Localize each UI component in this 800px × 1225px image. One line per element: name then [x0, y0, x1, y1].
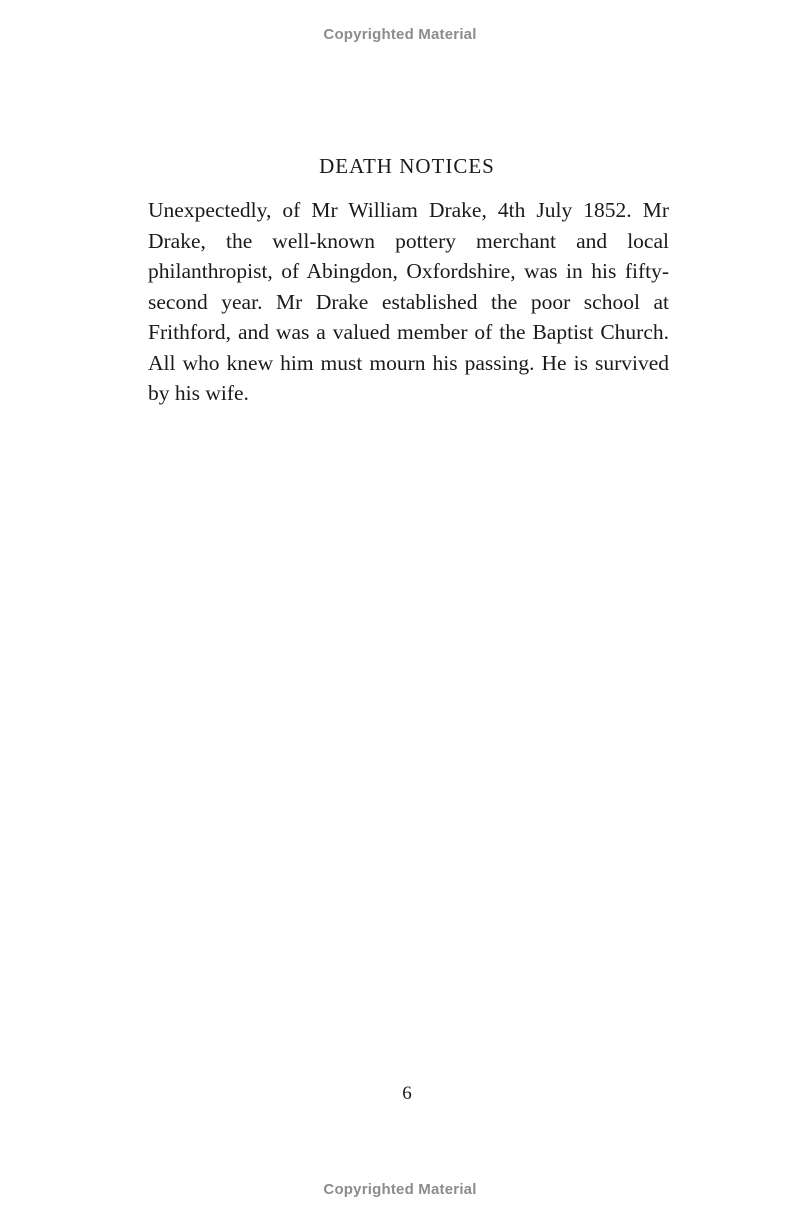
copyright-watermark-bottom: Copyrighted Material — [323, 1181, 477, 1198]
copyright-watermark-top: Copyrighted Material — [323, 26, 477, 43]
page-number: 6 — [402, 1083, 412, 1104]
section-heading: DEATH NOTICES — [319, 154, 495, 178]
death-notice-paragraph: Unexpectedly, of Mr William Drake, 4th July 1852. Mr Drake, the well-known pottery merchant and local philanthropist, of Abingdon, Oxfordshire, was in his fifty-second year. Mr Drake established the poor school at Frithford, and was a valued member of the Baptist Church. All who knew him must mourn his passing. He is survived by his wife. — [148, 198, 669, 405]
